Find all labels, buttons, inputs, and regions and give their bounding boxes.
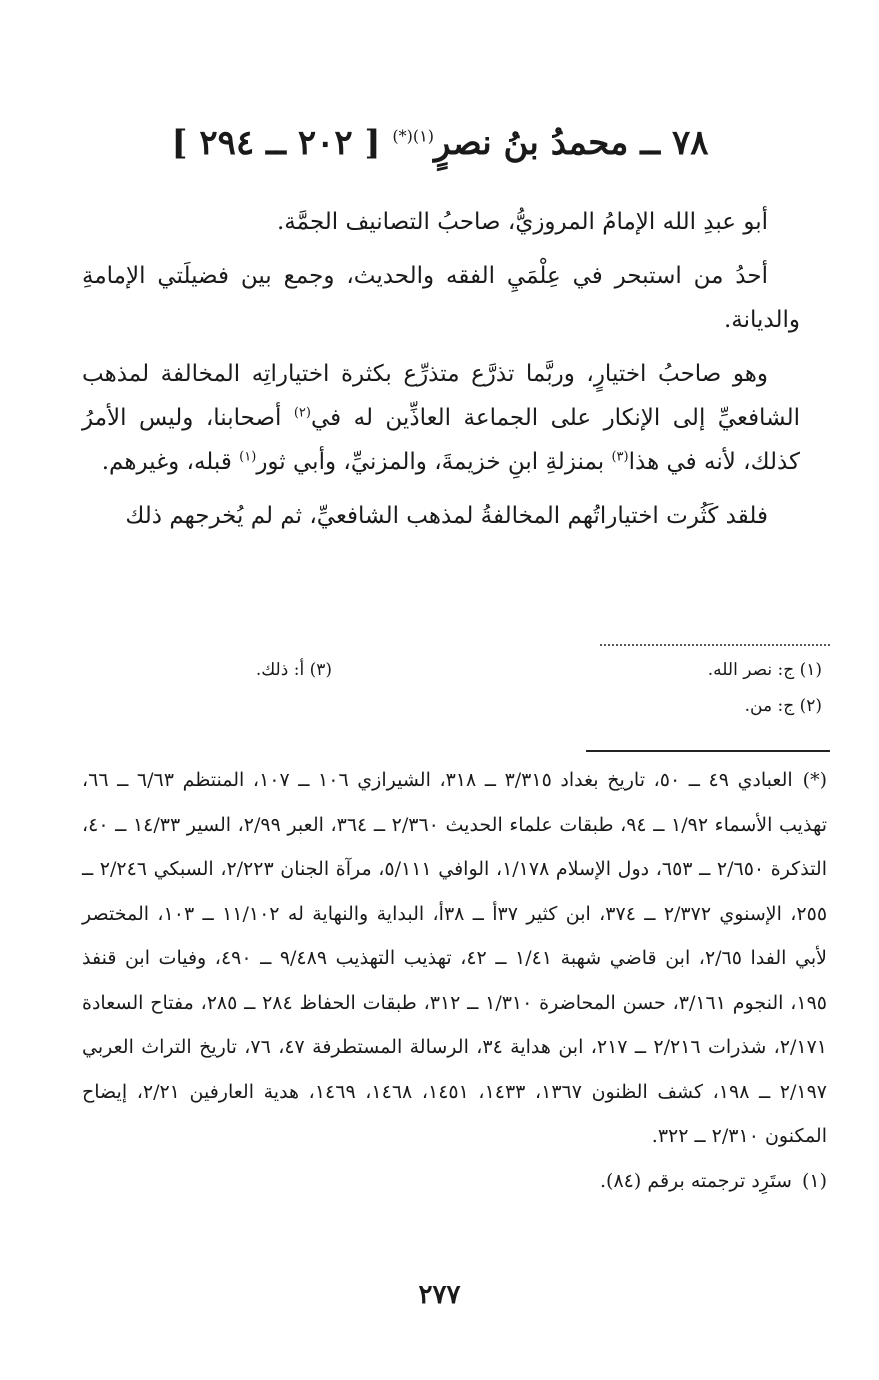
- paragraph-1: أبو عبدِ الله الإمامُ المروزيُّ، صاحبُ التصانيف الجمَّة.: [277, 209, 768, 235]
- footnote-2: [392, 688, 822, 724]
- final-note: [82, 1159, 827, 1204]
- paragraph-3-part-b: أصحابنا، وليس الأمرُ كذلك، لأنه في هذا: [82, 405, 800, 475]
- page-number: ٢٧٧: [418, 1280, 461, 1310]
- footnote-2-number: (٢): [799, 696, 822, 716]
- entry-date-range: [ ٢٠٢ ــ ٢٩٤ ]: [171, 123, 381, 163]
- entry-number: ٧٨: [671, 123, 709, 163]
- heading-dash: ــ: [640, 123, 661, 163]
- footnote-1: [392, 652, 822, 688]
- footnote-3: [82, 652, 332, 688]
- sources-marker: (*): [802, 769, 827, 791]
- footnote-3-number: (٣): [309, 660, 332, 680]
- footnote-row-2: [82, 688, 822, 724]
- paragraph-3-part-c: بمنزلةِ ابنِ خزيمةَ، والمزنيِّ، وأبي ثور: [256, 449, 605, 475]
- entry-heading: [150, 118, 730, 168]
- footnote-1-number: (١): [799, 660, 822, 680]
- footnote-ref-1: (١): [239, 449, 257, 465]
- footnote-2-text: ج: من.: [744, 696, 795, 716]
- footnote-ref-3: (٣): [611, 449, 629, 465]
- heading-note-marks: (١)(*): [392, 126, 434, 146]
- paragraph-3-part-d: قبله، وغيرهم.: [101, 449, 232, 475]
- footnote-row-1: [82, 652, 822, 688]
- final-note-number: (١): [801, 1169, 827, 1192]
- footnote-1-text: ج: نصر الله.: [707, 660, 795, 680]
- entry-name: محمدُ بنُ نصرٍ: [433, 123, 629, 163]
- final-note-text: ستَرِد ترجمته برقم (٨٤).: [600, 1169, 792, 1192]
- sources-block: [82, 758, 827, 1203]
- footnote-3-text: أ: ذلك.: [255, 660, 305, 680]
- paragraph-4: فلقد كَثُرت اختياراتُهم المخالفةُ لمذهب الشافعيِّ، ثم لم يُخرجهم ذلك: [125, 503, 768, 529]
- paragraph-3: [82, 352, 800, 484]
- paragraph-2: أحدُ من استبحر في عِلْمَيِ الفقه والحديث، وجمع بين فضيلَتي الإمامةِ والديانة.: [82, 263, 800, 333]
- sources-paragraph: [82, 758, 827, 1159]
- paragraph-3-part-a: وهو صاحبُ اختيارٍ، وربَّما تذرَّع متذرِّع بكثرة اختياراتِه المخالفة لمذهب الشافعيِّ إلى الإنكار على الجماعة العاذِّين له في: [82, 361, 800, 431]
- sources-separator: [586, 750, 830, 752]
- main-text: [82, 200, 800, 548]
- footnote-separator-dotted: [600, 644, 830, 646]
- footnote-ref-2: (٢): [293, 405, 311, 421]
- sources-text: العبادي ٤٩ ــ ٥٠، تاريخ بغداد ٣/٣١٥ ــ ٣١٨، الشيرازي ١٠٦ ــ ١٠٧، المنتظم ٦/٦٣ ــ ٦٦، تهذيب الأسماء ١/٩٢ ــ ٩٤، طبقات علماء الحديث ٢/٣٦٠ ــ ٣٦٤، العبر ٢/٩٩، السير ١٤/٣٣ ــ ٤٠، التذكرة ٢/٦٥٠ ــ ٦٥٣، دول الإسلام ١/١٧٨، الوافي ٥/١١١، مرآة الجنان ٢/٢٢٣، السبكي ٢/٢٤٦ ــ ٢٥٥، الإسنوي ٢/٣٧٢ ــ ٣٧٤، ابن كثير ٣٧أ ــ ٣٨أ، البداية والنهاية له ١١/١٠٢ ــ ١٠٣، المختصر لأبي الفدا ٢/٦٥، ابن قاضي شهبة ١/٤١ ــ ٤٢، تهذيب التهذيب ٩/٤٨٩ ــ ٤٩٠، وفيات ابن قنفذ ١٩٥، النجوم ٣/١٦١، حسن المحاضرة ١/٣١٠ ــ ٣١٢، طبقات الحفاظ ٢٨٤ ــ ٢٨٥، مفتاح السعادة ٢/١٧١، شذرات ٢/٢١٦ ــ ٢١٧، ابن هداية ٣٤، الرسالة المستطرفة ٤٧، ٧٦، تاريخ التراث العربي ٢/١٩٧ ــ ١٩٨، كشف الظنون ١٣٦٧، ١٤٣٣، ١٤٥١، ١٤٦٨، ١٤٦٩، هدية العارفين ٢/٢١، إيضاح المكنون ٢/٣١٠ ــ ٣٢٢.: [82, 769, 828, 1147]
- footnotes: [82, 652, 822, 724]
